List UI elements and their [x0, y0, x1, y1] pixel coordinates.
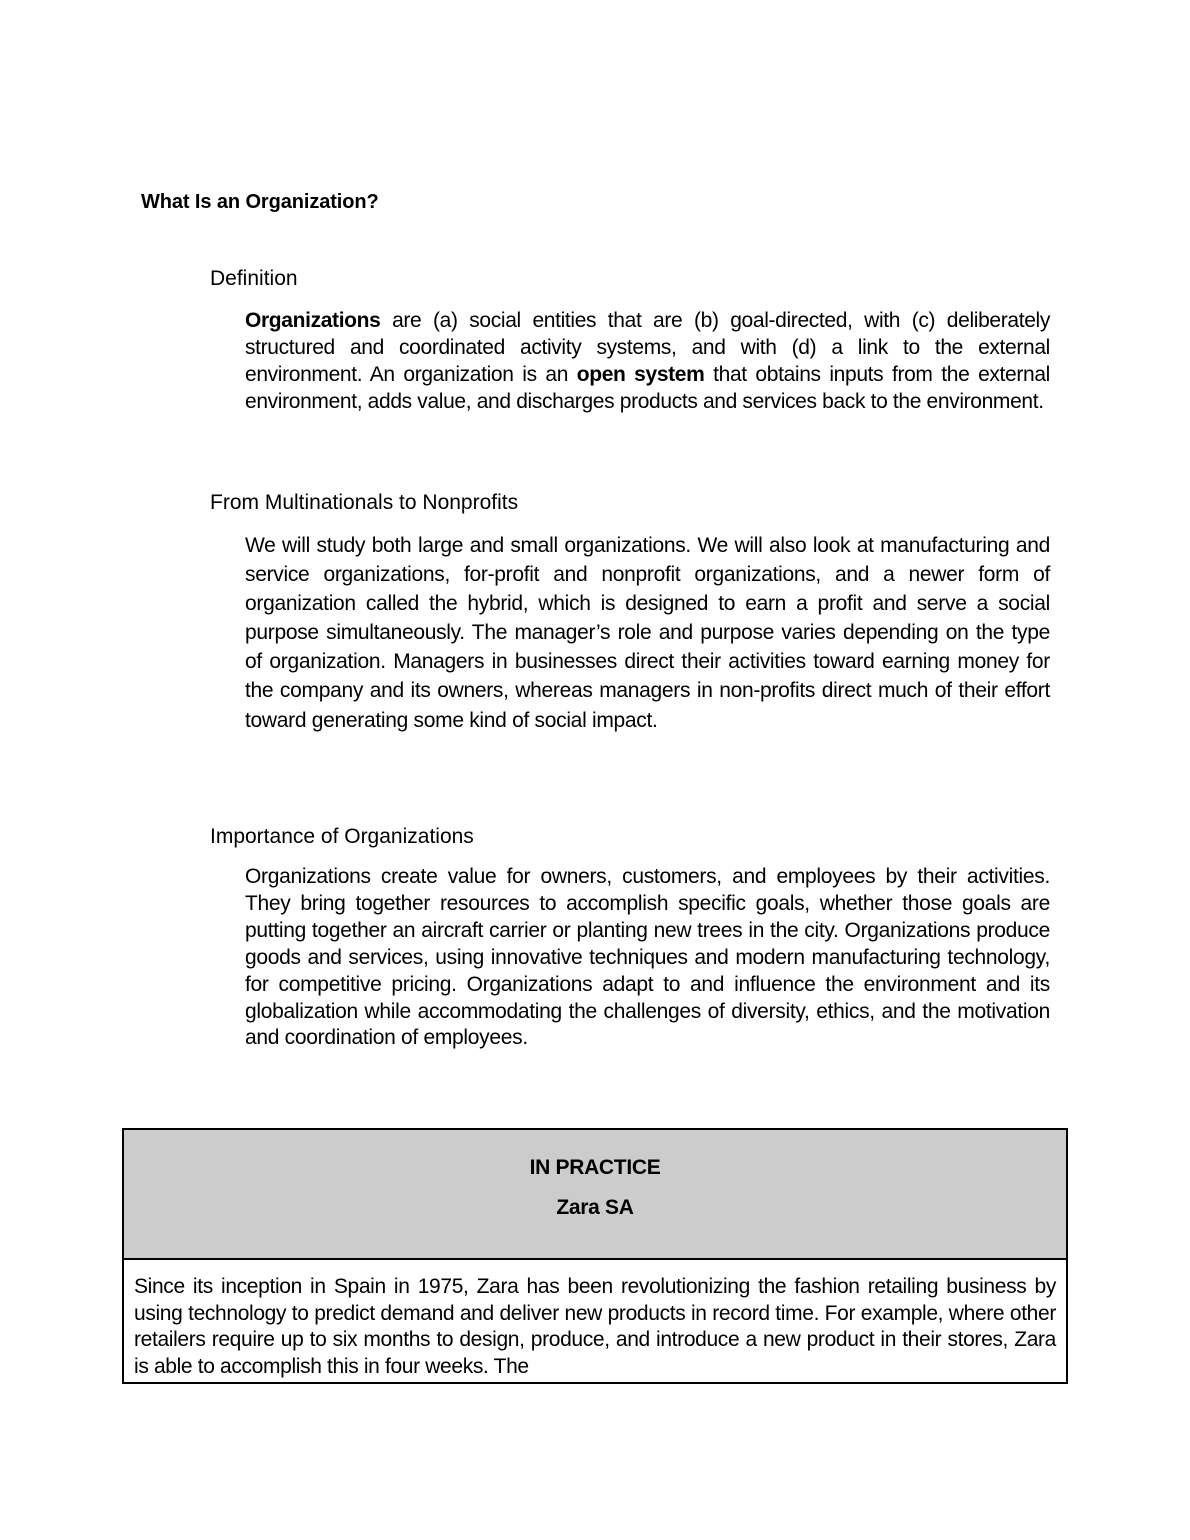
in-practice-title: Zara SA	[556, 1196, 634, 1219]
in-practice-label: IN PRACTICE	[529, 1156, 661, 1179]
section-heading-importance: Importance of Organizations	[210, 825, 474, 848]
definition-paragraph	[245, 307, 1050, 415]
multinationals-paragraph: We will study both large and small organizations. We will also look at manufacturing and service organizations, for-profit and nonprofit organizations, and a newer form of organization called the hybrid, which is designed to earn a profit and serve a social purpose simultaneously. The manager’s role and purpose varies depending on the type of organization. Managers in businesses direct their activities toward earning money for the company and its owners, whereas managers in non-profits direct much of their effort toward generating some kind of social impact.	[245, 534, 1050, 732]
section-body-definition	[245, 307, 1050, 415]
term-organizations: Organizations	[245, 309, 381, 332]
section-heading-definition: Definition	[210, 267, 298, 290]
in-practice-box	[122, 1128, 1068, 1384]
page-title: What Is an Organization?	[141, 191, 379, 213]
definition-text-1: are (a) social entities that are (b) goal-directed, with (c) deliberately structured and coordinated activity systems, and with (d) a link to the external environment. An organization is an	[245, 309, 1050, 386]
in-practice-body	[124, 1260, 1066, 1382]
section-body-importance	[245, 864, 1050, 1052]
in-practice-header	[124, 1130, 1066, 1260]
in-practice-paragraph: Since its inception in Spain in 1975, Zara has been revolutionizing the fashion retailing business by using technology to predict demand and deliver new products in record time. For example, where other retailers require up to six months to design, produce, and introduce a new product in their stores, Zara is able to accomplish this in four weeks. The	[134, 1275, 1056, 1378]
definition-text-2: that obtains inputs from the external environment, adds value, and discharges products and services back to the environment.	[245, 363, 1050, 413]
section-heading-multinationals: From Multinationals to Nonprofits	[210, 491, 519, 514]
section-body-multinationals	[245, 531, 1050, 735]
term-open-system: open system	[576, 363, 705, 386]
importance-paragraph: Organizations create value for owners, customers, and employees by their activities. They bring together resources to accomplish specific goals, whether those goals are putting together an aircraft carrier or planting new trees in the city. Organizations produce goods and services, using innovative techniques and modern manufacturing technology, for competitive pricing. Organizations adapt to and influence the environment and its globalization while accommodating the challenges of diversity, ethics, and the motivation and coordination of employees.	[245, 865, 1050, 1050]
